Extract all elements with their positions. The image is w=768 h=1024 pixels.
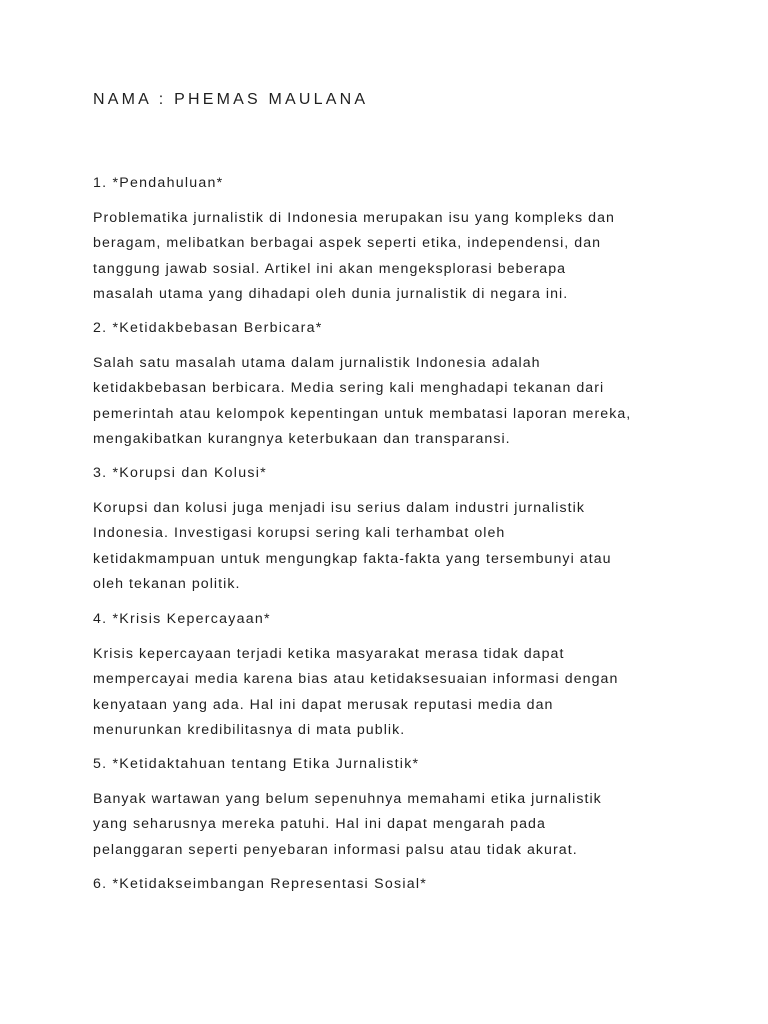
- document-title: NAMA : PHEMAS MAULANA: [93, 91, 369, 108]
- paragraph-line: Banyak wartawan yang belum sepenuhnya memahami etika jurnalistik: [93, 791, 602, 807]
- paragraph-line: mempercayai media karena bias atau ketidaksesuaian informasi dengan: [93, 671, 619, 688]
- section-heading-6: 6. *Ketidakseimbangan Representasi Sosial*: [93, 876, 428, 892]
- paragraph-line: Krisis kepercayaan terjadi ketika masyarakat merasa tidak dapat: [93, 646, 565, 662]
- paragraph-line: kenyataan yang ada. Hal ini dapat merusak reputasi media dan: [93, 696, 554, 713]
- section-paragraph-5: [93, 787, 693, 863]
- paragraph-line: ketidakmampuan untuk mengungkap fakta-fakta yang tersembunyi atau: [93, 550, 612, 567]
- paragraph-line: Salah satu masalah utama dalam jurnalistik Indonesia adalah: [93, 355, 541, 371]
- section-paragraph-2: [93, 351, 693, 453]
- paragraph-line: masalah utama yang dihadapi oleh dunia jurnalistik di negara ini.: [93, 286, 569, 303]
- section-paragraph-1: [93, 206, 693, 308]
- paragraph-line: pemerintah atau kelompok kepentingan untuk membatasi laporan mereka,: [93, 405, 632, 422]
- paragraph-line: Problematika jurnalistik di Indonesia merupakan isu yang kompleks dan: [93, 210, 615, 226]
- paragraph-line: menurunkan kredibilitasnya di mata publik.: [93, 722, 406, 739]
- paragraph-line: beragam, melibatkan berbagai aspek seperti etika, independensi, dan: [93, 235, 602, 252]
- section-paragraph-3: [93, 496, 693, 598]
- section-heading-1: 1. *Pendahuluan*: [93, 175, 224, 191]
- paragraph-line: ketidakbebasan berbicara. Media sering kali menghadapi tekanan dari: [93, 380, 605, 397]
- paragraph-line: Korupsi dan kolusi juga menjadi isu serius dalam industri jurnalistik: [93, 500, 585, 516]
- paragraph-line: yang seharusnya mereka patuhi. Hal ini dapat mengarah pada: [93, 816, 546, 833]
- section-heading-4: 4. *Krisis Kepercayaan*: [93, 611, 271, 627]
- paragraph-line: tanggung jawab sosial. Artikel ini akan mengeksplorasi beberapa: [93, 260, 567, 277]
- section-heading-5: 5. *Ketidaktahuan tentang Etika Jurnalistik*: [93, 756, 420, 772]
- paragraph-line: oleh tekanan politik.: [93, 576, 241, 593]
- paragraph-line: pelanggaran seperti penyebaran informasi palsu atau tidak akurat.: [93, 841, 578, 858]
- paragraph-line: Indonesia. Investigasi korupsi sering kali terhambat oleh: [93, 525, 506, 542]
- section-heading-3: 3. *Korupsi dan Kolusi*: [93, 465, 267, 481]
- section-heading-2: 2. *Ketidakbebasan Berbicara*: [93, 320, 323, 336]
- paragraph-line: mengakibatkan kurangnya keterbukaan dan transparansi.: [93, 431, 511, 448]
- section-paragraph-4: [93, 642, 693, 744]
